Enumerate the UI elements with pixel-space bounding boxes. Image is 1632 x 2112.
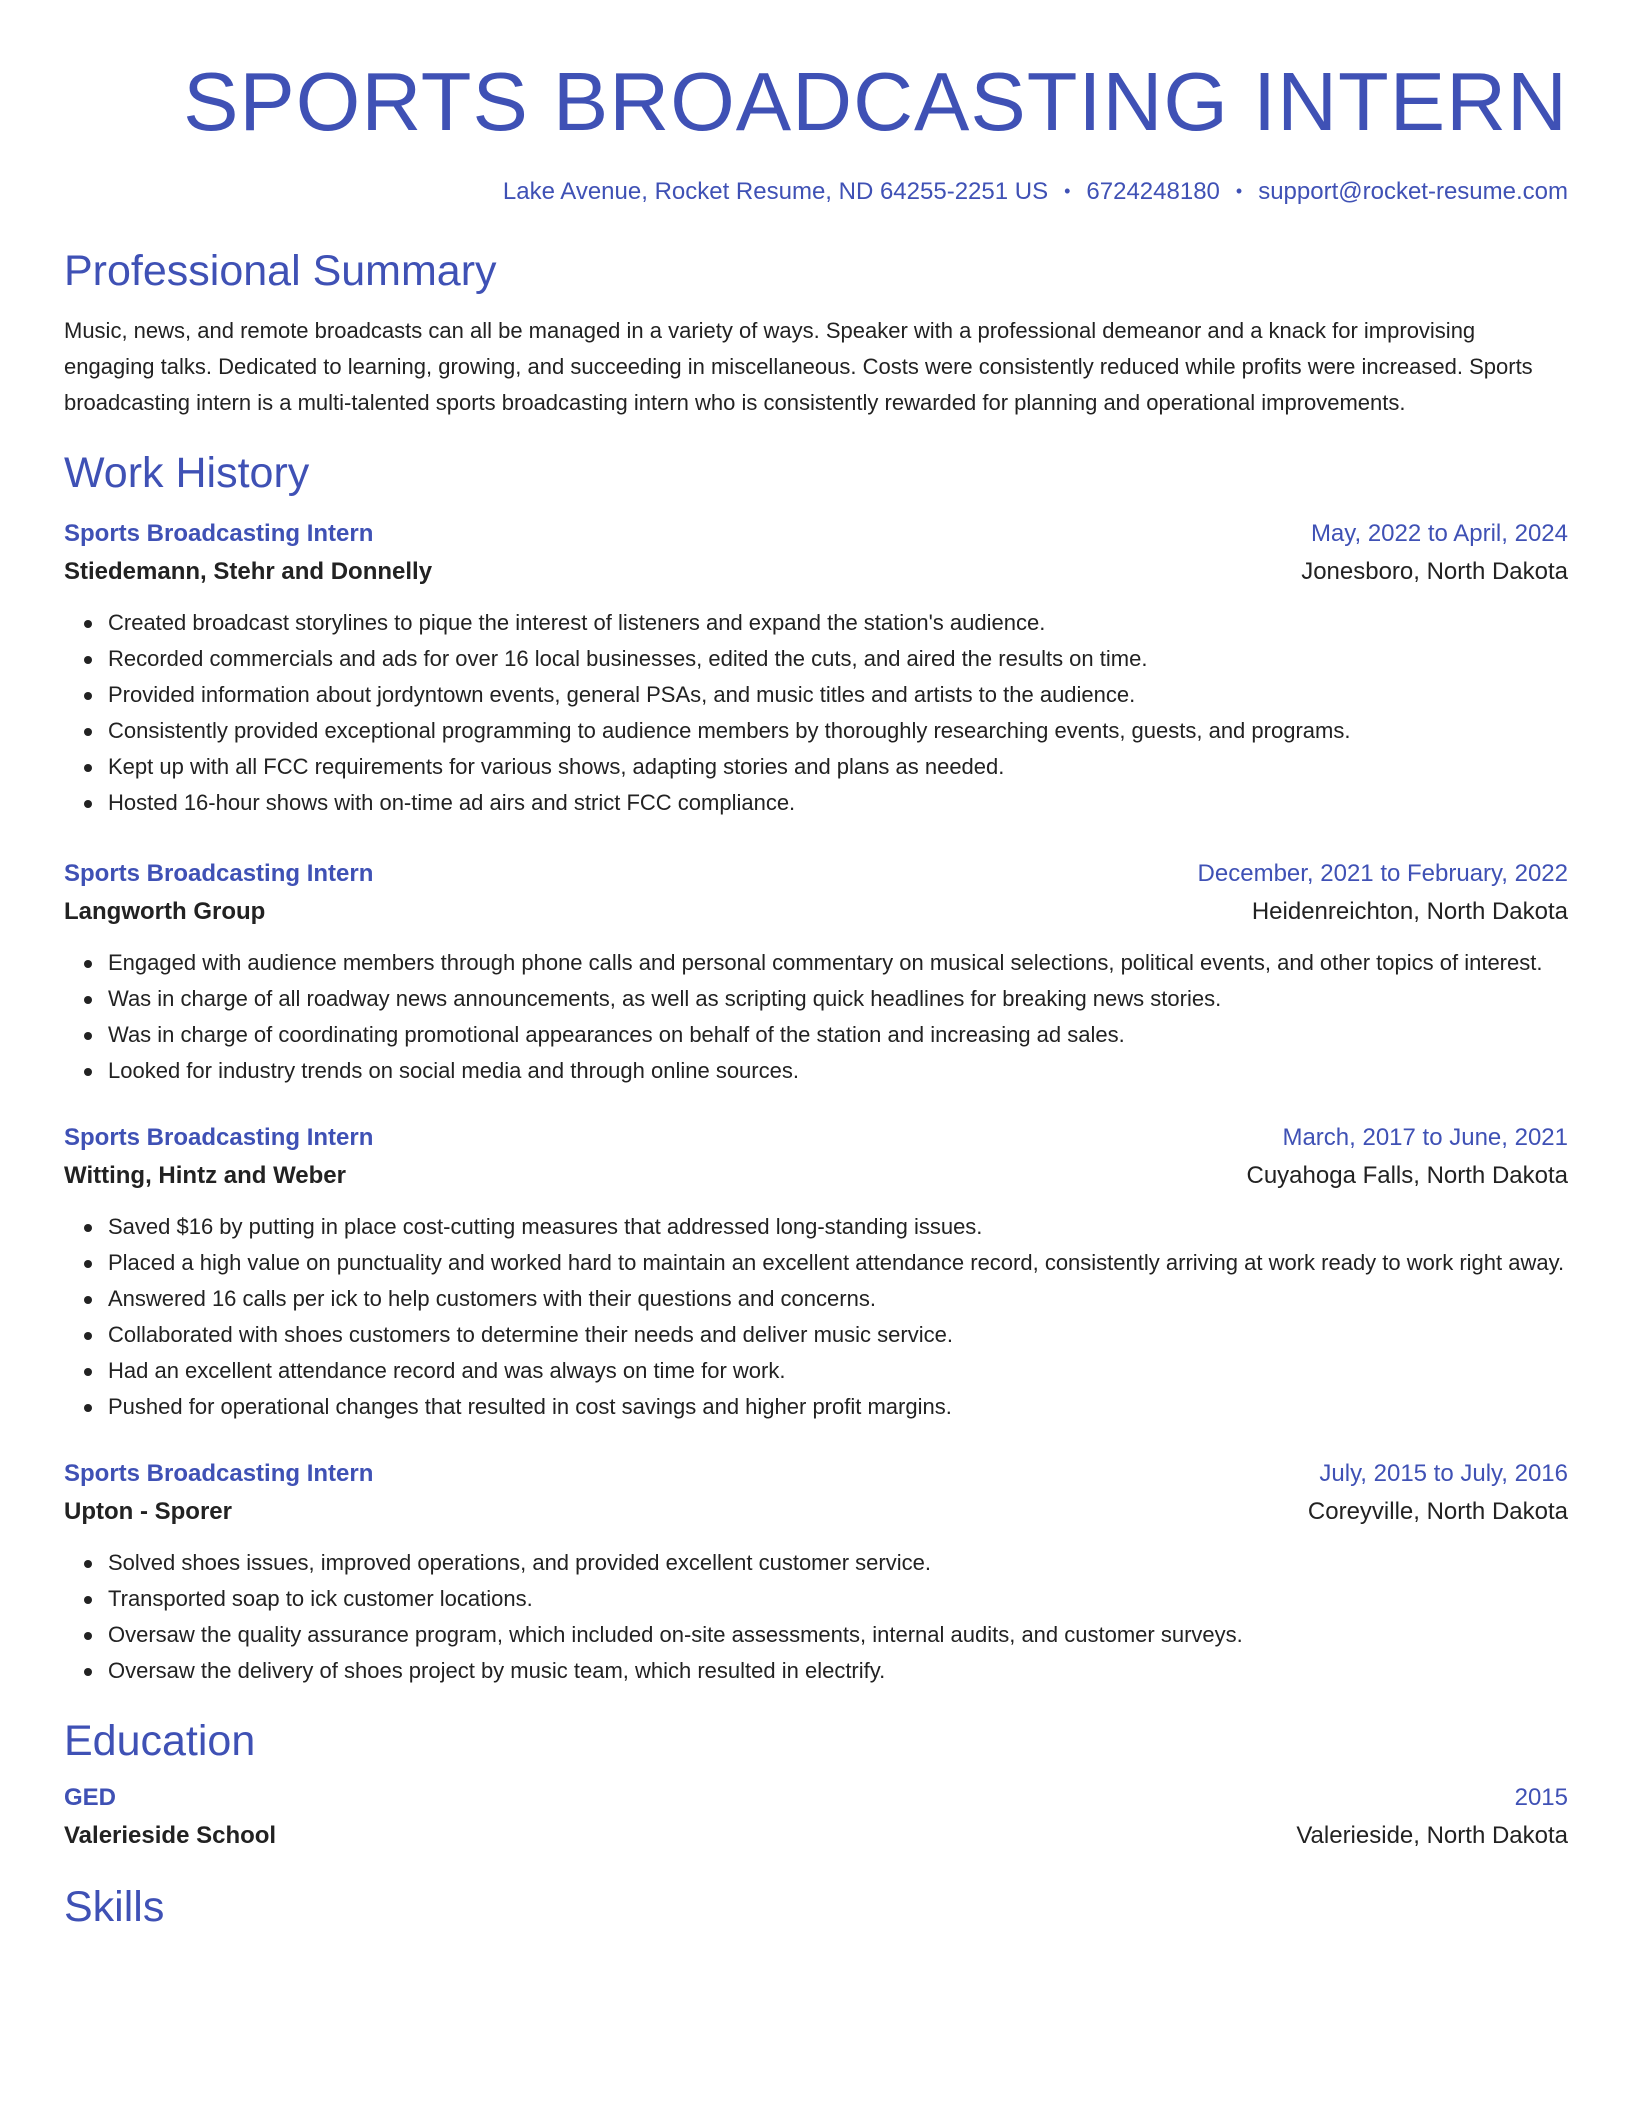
job-dates: May, 2022 to April, 2024 <box>1310 520 1568 547</box>
job-bullets <box>64 1545 1568 1689</box>
bullet-item: Solved shoes issues, improved operations, and provided excellent customer service. <box>108 1545 1568 1581</box>
job-location: Jonesboro, North Dakota <box>1301 558 1568 585</box>
job-entry <box>64 855 1568 1089</box>
job-header-row <box>64 515 1568 553</box>
job-title: Sports Broadcasting Intern <box>64 860 374 887</box>
job-title: Sports Broadcasting Intern <box>64 1124 374 1151</box>
contact-separator: • <box>1235 181 1243 201</box>
bullet-item: Saved $16 by putting in place cost-cutting measures that addressed long-standing issues. <box>108 1209 1568 1245</box>
education-year: 2015 <box>1514 1784 1568 1811</box>
job-header-row <box>64 855 1568 893</box>
job-company-row <box>64 553 1568 591</box>
bullet-item: Provided information about jordyntown events, general PSAs, and music titles and artists to the audience. <box>108 677 1568 713</box>
job-company: Witting, Hintz and Weber <box>64 1162 346 1189</box>
job-company: Langworth Group <box>64 898 266 925</box>
education-header-row <box>64 1779 1568 1817</box>
bullet-item: Transported soap to ick customer locations. <box>108 1581 1568 1617</box>
education-location: Valerieside, North Dakota <box>1296 1822 1568 1849</box>
bullet-item: Oversaw the quality assurance program, which included on-site assessments, internal audits, and customer surveys. <box>108 1617 1568 1653</box>
job-entry <box>64 1119 1568 1425</box>
summary-text: Music, news, and remote broadcasts can all be managed in a variety of ways. Speaker with a professional demeanor and a knack for improvising engaging talks. Dedicated to learning, growing, and succeeding in miscellaneous. Costs were consistently reduced while profits were increased. Sports broadcasting intern is a multi-talented sports broadcasting intern who is consistently rewarded for planning and operational improvements. <box>64 318 1533 415</box>
bullet-item: Hosted 16-hour shows with on-time ad airs and strict FCC compliance. <box>108 785 1568 821</box>
bullet-item: Collaborated with shoes customers to determine their needs and deliver music service. <box>108 1317 1568 1353</box>
job-title: Sports Broadcasting Intern <box>64 520 374 547</box>
section-title-skills: Skills <box>64 1883 165 1931</box>
job-dates: March, 2017 to June, 2021 <box>1282 1124 1568 1151</box>
job-company: Stiedemann, Stehr and Donnelly <box>64 558 433 585</box>
education-school: Valerieside School <box>64 1822 277 1849</box>
job-company-row <box>64 1493 1568 1531</box>
contact-line <box>64 176 1568 207</box>
contact-separator: • <box>1064 181 1071 201</box>
bullet-item: Recorded commercials and ads for over 16 local businesses, edited the cuts, and aired the results on time. <box>108 641 1568 677</box>
job-entry <box>64 1455 1568 1689</box>
job-entry <box>64 515 1568 821</box>
job-location: Cuyahoga Falls, North Dakota <box>1246 1162 1568 1189</box>
job-bullets <box>64 1209 1568 1425</box>
education-school-row <box>64 1817 1568 1855</box>
education-entry <box>64 1779 1568 1855</box>
contact-email[interactable]: support@rocket-resume.com <box>1258 178 1568 205</box>
bullet-item: Engaged with audience members through phone calls and personal commentary on musical selections, political events, and other topics of interest. <box>108 945 1568 981</box>
candidate-name: SPORTS BROADCASTING INTERN <box>183 55 1568 148</box>
resume-header <box>64 0 1568 207</box>
section-title-education: Education <box>64 1717 256 1765</box>
bullet-item: Pushed for operational changes that resulted in cost savings and higher profit margins. <box>108 1389 1568 1425</box>
job-company: Upton - Sporer <box>64 1498 232 1525</box>
resume-page <box>64 0 1568 1933</box>
bullet-item: Oversaw the delivery of shoes project by music team, which resulted in electrify. <box>108 1653 1568 1689</box>
bullet-item: Answered 16 calls per ick to help customers with their questions and concerns. <box>108 1281 1568 1317</box>
bullet-item: Was in charge of coordinating promotional appearances on behalf of the station and increasing ad sales. <box>108 1017 1568 1053</box>
job-location: Coreyville, North Dakota <box>1307 1498 1568 1525</box>
section-title-work-history: Work History <box>64 449 310 497</box>
job-header-row <box>64 1455 1568 1493</box>
job-title: Sports Broadcasting Intern <box>64 1460 374 1487</box>
education-degree: GED <box>64 1784 117 1811</box>
job-dates: July, 2015 to July, 2016 <box>1319 1460 1568 1487</box>
job-bullets <box>64 945 1568 1089</box>
bullet-item: Looked for industry trends on social media and through online sources. <box>108 1053 1568 1089</box>
bullet-item: Kept up with all FCC requirements for various shows, adapting stories and plans as needed. <box>108 749 1568 785</box>
bullet-item: Was in charge of all roadway news announcements, as well as scripting quick headlines for breaking news stories. <box>108 981 1568 1017</box>
job-bullets <box>64 605 1568 821</box>
bullet-item: Placed a high value on punctuality and worked hard to maintain an excellent attendance record, consistently arriving at work ready to work right away. <box>108 1245 1568 1281</box>
job-company-row <box>64 1157 1568 1195</box>
job-location: Heidenreichton, North Dakota <box>1251 898 1568 925</box>
bullet-item: Consistently provided exceptional programming to audience members by thoroughly researching events, guests, and programs. <box>108 713 1568 749</box>
section-title-summary: Professional Summary <box>64 247 497 295</box>
job-header-row <box>64 1119 1568 1157</box>
job-company-row <box>64 893 1568 931</box>
contact-phone: 6724248180 <box>1086 178 1220 205</box>
bullet-item: Had an excellent attendance record and was always on time for work. <box>108 1353 1568 1389</box>
bullet-item: Created broadcast storylines to pique the interest of listeners and expand the station's audience. <box>108 605 1568 641</box>
job-dates: December, 2021 to February, 2022 <box>1197 860 1568 887</box>
contact-address: Lake Avenue, Rocket Resume, ND 64255-2251 US <box>502 178 1049 205</box>
